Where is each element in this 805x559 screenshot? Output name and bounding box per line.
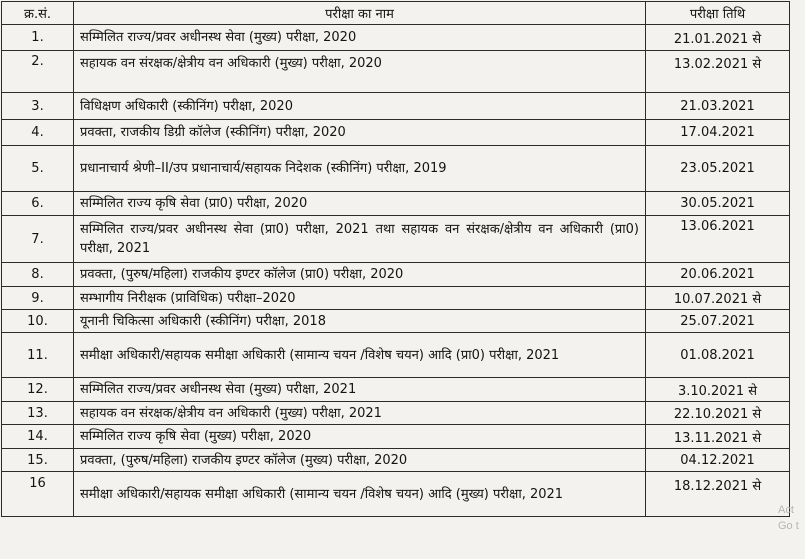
exam-date: 20.06.2021: [646, 263, 790, 287]
serial-number: 9.: [2, 287, 74, 310]
exam-name: प्रवक्ता, (पुरुष/महिला) राजकीय इण्टर कॉलेज (प्रा0) परीक्षा, 2020: [74, 263, 646, 287]
serial-number: 3.: [2, 93, 74, 120]
table-row: [2, 310, 790, 333]
header-row: [2, 2, 790, 25]
header-serial: क्र.सं.: [2, 2, 74, 25]
exam-name: प्रवक्ता, राजकीय डिग्री कॉलेज (स्कीनिंग) परीक्षा, 2020: [74, 120, 646, 146]
table-row: [2, 449, 790, 472]
exam-date: 23.05.2021: [646, 146, 790, 192]
exam-name: प्रधानाचार्य श्रेणी–II/उप प्रधानाचार्य/सहायक निदेशक (स्कीनिंग) परीक्षा, 2019: [74, 146, 646, 192]
serial-number: 14.: [2, 425, 74, 449]
exam-date: 01.08.2021: [646, 333, 790, 378]
serial-number: 11.: [2, 333, 74, 378]
activation-watermark: [778, 502, 799, 534]
table-row: [2, 378, 790, 402]
table-row: [2, 472, 790, 517]
exam-date: 3.10.2021 से: [646, 378, 790, 402]
exam-name: समीक्षा अधिकारी/सहायक समीक्षा अधिकारी (सामान्य चयन /विशेष चयन) आदि (मुख्य) परीक्षा, 2021: [74, 472, 646, 517]
table-row: [2, 333, 790, 378]
exam-date: 21.03.2021: [646, 93, 790, 120]
exam-name: सम्भागीय निरीक्षक (प्राविधिक) परीक्षा–2020: [74, 287, 646, 310]
exam-name: यूनानी चिकित्सा अधिकारी (स्कीनिंग) परीक्षा, 2018: [74, 310, 646, 333]
exam-name: सहायक वन संरक्षक/क्षेत्रीय वन अधिकारी (मुख्य) परीक्षा, 2021: [74, 402, 646, 425]
header-exam-name: परीक्षा का नाम: [74, 2, 646, 25]
table-row: [2, 93, 790, 120]
exam-name: प्रवक्ता, (पुरुष/महिला) राजकीय इण्टर कॉलेज (मुख्य) परीक्षा, 2020: [74, 449, 646, 472]
table-row: [2, 425, 790, 449]
table-row: [2, 287, 790, 310]
exam-date: 25.07.2021: [646, 310, 790, 333]
exam-date: 22.10.2021 से: [646, 402, 790, 425]
exam-name: विधिक्षण अधिकारी (स्कीनिंग) परीक्षा, 2020: [74, 93, 646, 120]
exam-date: 13.11.2021 से: [646, 425, 790, 449]
table-row: [2, 51, 790, 93]
table-row: [2, 402, 790, 425]
exam-name: समीक्षा अधिकारी/सहायक समीक्षा अधिकारी (सामान्य चयन /विशेष चयन) आदि (प्रा0) परीक्षा, 2021: [74, 333, 646, 378]
serial-number: 15.: [2, 449, 74, 472]
serial-number: 5.: [2, 146, 74, 192]
serial-number: 10.: [2, 310, 74, 333]
table-row: [2, 120, 790, 146]
exam-name: सम्मिलित राज्य/प्रवर अधीनस्थ सेवा (प्रा0) परीक्षा, 2021 तथा सहायक वन संरक्षक/क्षेत्रीय वन अधिकारी (प्रा0) परीक्षा, 2021: [74, 216, 646, 263]
header-exam-date: परीक्षा तिथि: [646, 2, 790, 25]
table-row: [2, 192, 790, 216]
exam-name: सहायक वन संरक्षक/क्षेत्रीय वन अधिकारी (मुख्य) परीक्षा, 2020: [74, 51, 646, 93]
exam-schedule-table: [1, 1, 790, 517]
serial-number: 1.: [2, 25, 74, 51]
table-row: [2, 146, 790, 192]
exam-name: सम्मिलित राज्य/प्रवर अधीनस्थ सेवा (मुख्य) परीक्षा, 2021: [74, 378, 646, 402]
exam-date: 04.12.2021: [646, 449, 790, 472]
exam-date: 13.02.2021 से: [646, 51, 790, 93]
serial-number: 4.: [2, 120, 74, 146]
table-row: [2, 25, 790, 51]
exam-date: 10.07.2021 से: [646, 287, 790, 310]
watermark-line-1: Act: [778, 504, 794, 516]
serial-number: 7.: [2, 216, 74, 263]
serial-number: 8.: [2, 263, 74, 287]
table-row: [2, 216, 790, 263]
serial-number: 6.: [2, 192, 74, 216]
exam-date: 17.04.2021: [646, 120, 790, 146]
exam-name: सम्मिलित राज्य/प्रवर अधीनस्थ सेवा (मुख्य) परीक्षा, 2020: [74, 25, 646, 51]
exam-name: सम्मिलित राज्य कृषि सेवा (प्रा0) परीक्षा, 2020: [74, 192, 646, 216]
serial-number: 13.: [2, 402, 74, 425]
serial-number: 16: [2, 472, 74, 517]
exam-date: 13.06.2021: [646, 216, 790, 263]
serial-number: 2.: [2, 51, 74, 93]
watermark-line-2: Go t: [778, 520, 799, 532]
exam-date: 18.12.2021 से: [646, 472, 790, 517]
table-row: [2, 263, 790, 287]
exam-date: 30.05.2021: [646, 192, 790, 216]
exam-name: सम्मिलित राज्य कृषि सेवा (मुख्य) परीक्षा, 2020: [74, 425, 646, 449]
exam-date: 21.01.2021 से: [646, 25, 790, 51]
serial-number: 12.: [2, 378, 74, 402]
